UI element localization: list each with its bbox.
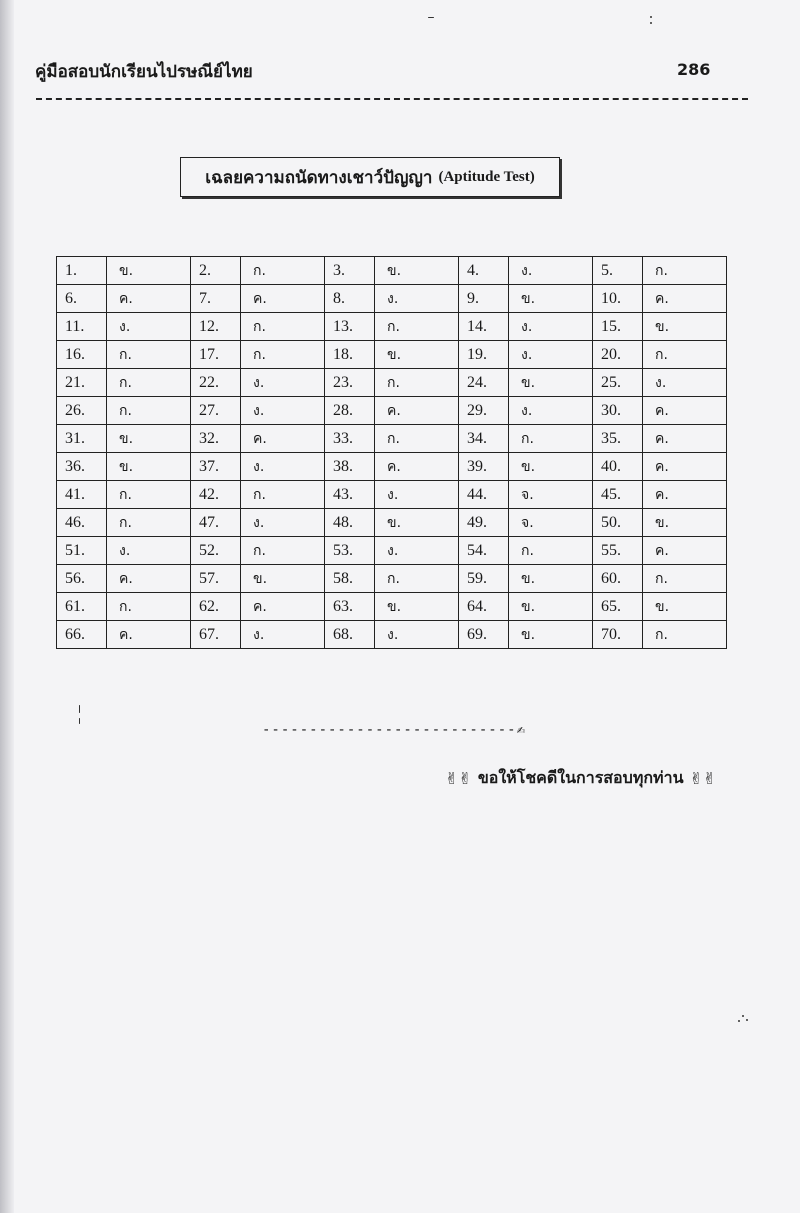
question-number: 26. bbox=[57, 397, 107, 425]
question-number: 8. bbox=[325, 285, 375, 313]
question-number: 49. bbox=[459, 509, 509, 537]
question-number: 3. bbox=[325, 257, 375, 285]
question-number: 38. bbox=[325, 453, 375, 481]
book-title: คู่มือสอบนักเรียนไปรษณีย์ไทย bbox=[35, 62, 253, 82]
question-number: 11. bbox=[57, 313, 107, 341]
question-number: 55. bbox=[593, 537, 643, 565]
answer-choice: ข. bbox=[107, 257, 191, 285]
answer-choice: ค. bbox=[107, 621, 191, 649]
question-number: 22. bbox=[191, 369, 241, 397]
question-number: 1. bbox=[57, 257, 107, 285]
question-number: 61. bbox=[57, 593, 107, 621]
question-number: 66. bbox=[57, 621, 107, 649]
answer-choice: ง. bbox=[509, 257, 593, 285]
answer-choice: ง. bbox=[107, 537, 191, 565]
answer-choice: ก. bbox=[241, 313, 325, 341]
answer-choice: ง. bbox=[241, 621, 325, 649]
question-number: 51. bbox=[57, 537, 107, 565]
answer-choice: ก. bbox=[375, 313, 459, 341]
answer-choice: ก. bbox=[509, 537, 593, 565]
scan-speck bbox=[79, 718, 80, 724]
table-row bbox=[57, 537, 727, 565]
scan-speck bbox=[746, 1019, 748, 1021]
answer-choice: ข. bbox=[107, 425, 191, 453]
question-number: 13. bbox=[325, 313, 375, 341]
scan-speck bbox=[650, 22, 652, 24]
question-number: 12. bbox=[191, 313, 241, 341]
answer-choice: ค. bbox=[643, 397, 727, 425]
question-number: 59. bbox=[459, 565, 509, 593]
answer-choice: ข. bbox=[509, 565, 593, 593]
question-number: 29. bbox=[459, 397, 509, 425]
question-number: 68. bbox=[325, 621, 375, 649]
question-number: 65. bbox=[593, 593, 643, 621]
answer-choice: ข. bbox=[241, 565, 325, 593]
question-number: 39. bbox=[459, 453, 509, 481]
question-number: 56. bbox=[57, 565, 107, 593]
question-number: 46. bbox=[57, 509, 107, 537]
answer-key-table bbox=[56, 256, 727, 649]
answer-choice: ข. bbox=[107, 453, 191, 481]
header-divider bbox=[36, 98, 748, 100]
question-number: 69. bbox=[459, 621, 509, 649]
question-number: 20. bbox=[593, 341, 643, 369]
answer-choice: ก. bbox=[643, 565, 727, 593]
answer-key-body bbox=[57, 257, 727, 649]
question-number: 54. bbox=[459, 537, 509, 565]
question-number: 62. bbox=[191, 593, 241, 621]
answer-choice: ก. bbox=[375, 425, 459, 453]
question-number: 52. bbox=[191, 537, 241, 565]
answer-choice: ค. bbox=[643, 453, 727, 481]
answer-choice: ก. bbox=[643, 341, 727, 369]
question-number: 28. bbox=[325, 397, 375, 425]
scan-speck bbox=[650, 16, 652, 18]
answer-choice: ก. bbox=[107, 397, 191, 425]
answer-choice: ข. bbox=[509, 453, 593, 481]
victory-hand-icon: ✌✌ bbox=[445, 769, 472, 788]
answer-choice: ก. bbox=[107, 341, 191, 369]
answer-choice: ค. bbox=[375, 453, 459, 481]
answer-choice: ก. bbox=[107, 481, 191, 509]
question-number: 25. bbox=[593, 369, 643, 397]
answer-choice: ง. bbox=[375, 621, 459, 649]
closing-message: ขอให้โชคดีในการสอบทุกท่าน bbox=[477, 768, 684, 787]
question-number: 4. bbox=[459, 257, 509, 285]
scan-speck bbox=[428, 17, 434, 18]
question-number: 30. bbox=[593, 397, 643, 425]
answer-choice: ก. bbox=[107, 369, 191, 397]
question-number: 48. bbox=[325, 509, 375, 537]
answer-choice: ค. bbox=[241, 285, 325, 313]
answer-choice: ง. bbox=[375, 285, 459, 313]
question-number: 6. bbox=[57, 285, 107, 313]
answer-choice: ง. bbox=[241, 397, 325, 425]
answer-choice: ก. bbox=[643, 257, 727, 285]
answer-choice: ค. bbox=[643, 537, 727, 565]
table-row bbox=[57, 425, 727, 453]
answer-choice: ค. bbox=[241, 593, 325, 621]
question-number: 14. bbox=[459, 313, 509, 341]
answer-choice: ง. bbox=[509, 341, 593, 369]
section-title-english: (Aptitude Test) bbox=[438, 168, 535, 185]
question-number: 36. bbox=[57, 453, 107, 481]
question-number: 7. bbox=[191, 285, 241, 313]
answer-choice: ก. bbox=[375, 565, 459, 593]
question-number: 17. bbox=[191, 341, 241, 369]
question-number: 63. bbox=[325, 593, 375, 621]
answer-choice: ง. bbox=[643, 369, 727, 397]
answer-choice: ก. bbox=[107, 509, 191, 537]
question-number: 19. bbox=[459, 341, 509, 369]
answer-choice: ง. bbox=[241, 509, 325, 537]
question-number: 15. bbox=[593, 313, 643, 341]
answer-choice: ข. bbox=[643, 593, 727, 621]
answer-choice: ก. bbox=[241, 481, 325, 509]
question-number: 67. bbox=[191, 621, 241, 649]
question-number: 40. bbox=[593, 453, 643, 481]
answer-choice: ค. bbox=[107, 565, 191, 593]
table-row bbox=[57, 509, 727, 537]
answer-choice: ข. bbox=[375, 257, 459, 285]
table-row bbox=[57, 285, 727, 313]
answer-choice: ก. bbox=[509, 425, 593, 453]
end-marker: ---------------------------✍ bbox=[262, 722, 527, 738]
question-number: 58. bbox=[325, 565, 375, 593]
answer-choice: ข. bbox=[509, 593, 593, 621]
question-number: 9. bbox=[459, 285, 509, 313]
answer-choice: ก. bbox=[241, 341, 325, 369]
question-number: 27. bbox=[191, 397, 241, 425]
table-row bbox=[57, 397, 727, 425]
question-number: 35. bbox=[593, 425, 643, 453]
question-number: 21. bbox=[57, 369, 107, 397]
question-number: 2. bbox=[191, 257, 241, 285]
question-number: 32. bbox=[191, 425, 241, 453]
table-row bbox=[57, 369, 727, 397]
answer-choice: ค. bbox=[643, 285, 727, 313]
question-number: 45. bbox=[593, 481, 643, 509]
scan-speck bbox=[742, 1015, 744, 1017]
question-number: 57. bbox=[191, 565, 241, 593]
question-number: 60. bbox=[593, 565, 643, 593]
answer-choice: ง. bbox=[107, 313, 191, 341]
question-number: 5. bbox=[593, 257, 643, 285]
question-number: 34. bbox=[459, 425, 509, 453]
answer-choice: ก. bbox=[643, 621, 727, 649]
answer-choice: ก. bbox=[375, 369, 459, 397]
question-number: 18. bbox=[325, 341, 375, 369]
answer-choice: ก. bbox=[241, 537, 325, 565]
question-number: 31. bbox=[57, 425, 107, 453]
answer-choice: ง. bbox=[509, 313, 593, 341]
table-row bbox=[57, 621, 727, 649]
question-number: 53. bbox=[325, 537, 375, 565]
question-number: 33. bbox=[325, 425, 375, 453]
answer-choice: จ. bbox=[509, 509, 593, 537]
question-number: 42. bbox=[191, 481, 241, 509]
question-number: 10. bbox=[593, 285, 643, 313]
closing-message-row bbox=[445, 766, 716, 791]
table-row bbox=[57, 313, 727, 341]
answer-choice: ข. bbox=[509, 621, 593, 649]
question-number: 50. bbox=[593, 509, 643, 537]
answer-choice: ง. bbox=[241, 453, 325, 481]
answer-choice: ง. bbox=[241, 369, 325, 397]
answer-choice: ข. bbox=[375, 593, 459, 621]
question-number: 43. bbox=[325, 481, 375, 509]
answer-choice: ก. bbox=[241, 257, 325, 285]
scan-speck bbox=[79, 705, 80, 713]
question-number: 41. bbox=[57, 481, 107, 509]
answer-choice: จ. bbox=[509, 481, 593, 509]
answer-choice: ข. bbox=[375, 509, 459, 537]
question-number: 24. bbox=[459, 369, 509, 397]
page-edge-shadow bbox=[0, 0, 14, 1213]
answer-choice: ข. bbox=[509, 369, 593, 397]
answer-choice: ง. bbox=[375, 537, 459, 565]
answer-choice: ค. bbox=[241, 425, 325, 453]
page-number: 286 bbox=[677, 60, 711, 79]
table-row bbox=[57, 257, 727, 285]
scan-speck bbox=[738, 1020, 740, 1022]
answer-choice: ก. bbox=[107, 593, 191, 621]
answer-choice: ง. bbox=[509, 397, 593, 425]
table-row bbox=[57, 593, 727, 621]
table-row bbox=[57, 481, 727, 509]
question-number: 70. bbox=[593, 621, 643, 649]
question-number: 37. bbox=[191, 453, 241, 481]
question-number: 23. bbox=[325, 369, 375, 397]
answer-choice: ค. bbox=[643, 425, 727, 453]
question-number: 16. bbox=[57, 341, 107, 369]
section-title-box bbox=[180, 157, 560, 197]
answer-choice: ข. bbox=[643, 313, 727, 341]
answer-choice: ข. bbox=[509, 285, 593, 313]
answer-choice: ค. bbox=[375, 397, 459, 425]
question-number: 44. bbox=[459, 481, 509, 509]
answer-choice: ค. bbox=[643, 481, 727, 509]
answer-choice: ข. bbox=[375, 341, 459, 369]
section-title-thai: เฉลยความถนัดทางเชาว์ปัญญา bbox=[205, 167, 433, 188]
table-row bbox=[57, 341, 727, 369]
answer-choice: ค. bbox=[107, 285, 191, 313]
table-row bbox=[57, 453, 727, 481]
question-number: 64. bbox=[459, 593, 509, 621]
answer-choice: ง. bbox=[375, 481, 459, 509]
table-row bbox=[57, 565, 727, 593]
victory-hand-icon: ✌✌ bbox=[689, 769, 717, 788]
answer-choice: ข. bbox=[643, 509, 727, 537]
question-number: 47. bbox=[191, 509, 241, 537]
